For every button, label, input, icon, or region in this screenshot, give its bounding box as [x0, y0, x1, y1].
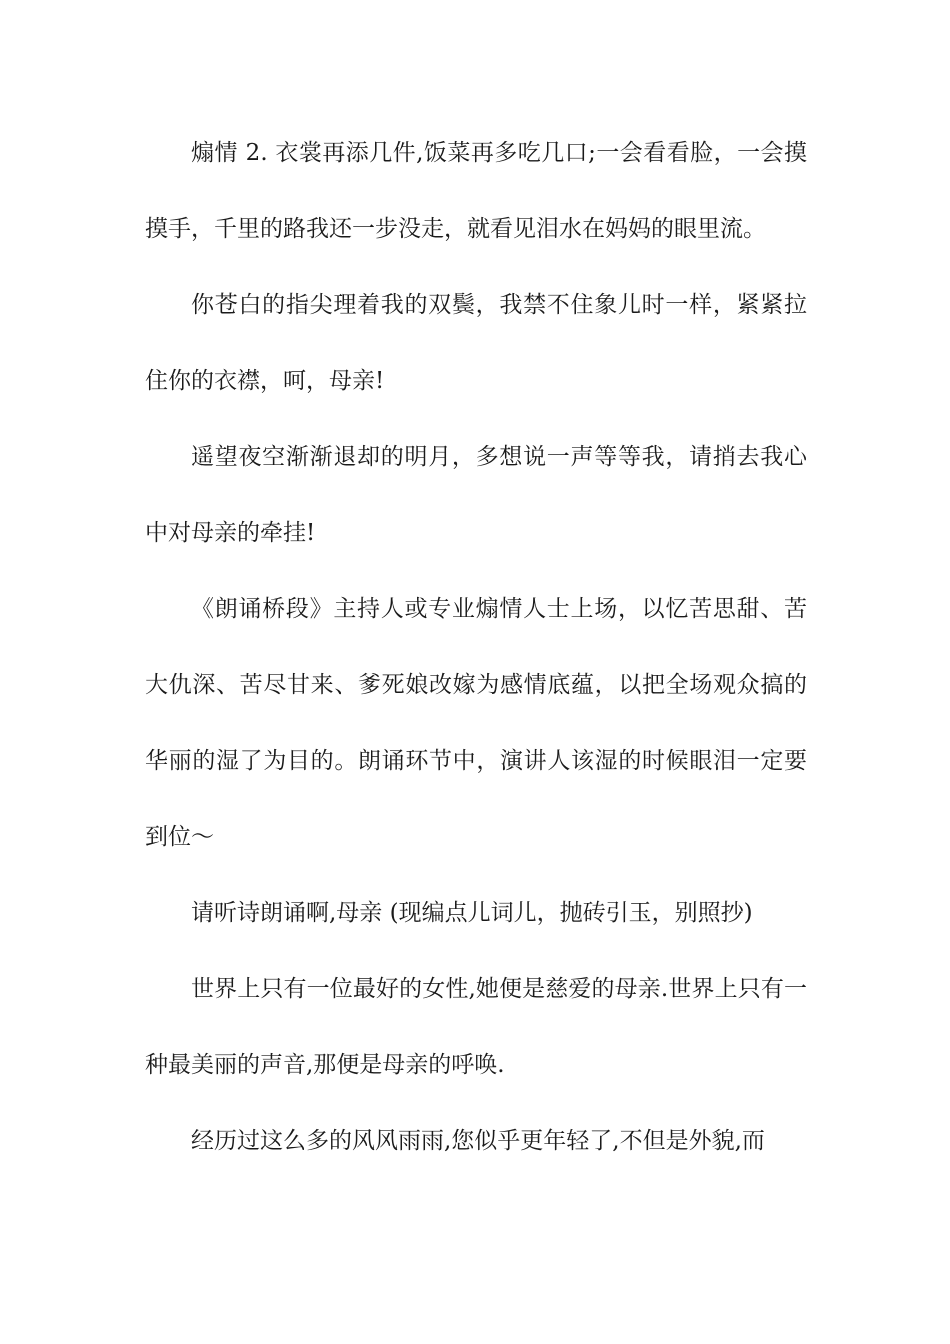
paragraph: 《朗诵桥段》主持人或专业煽情人士上场，以忆苦思甜、苦大仇深、苦尽甘来、爹死娘改嫁为感情底蕴，以把全场观众搞的华丽的湿了为目的。朗诵环节中，演讲人该湿的时候眼泪一定要到位～: [145, 596, 807, 850]
paragraph: 经历过这么多的风风雨雨,您似乎更年轻了,不但是外貌,而: [191, 1128, 765, 1154]
paragraph: 世界上只有一位最好的女性,她便是慈爱的母亲.世界上只有一种最美丽的声音,那便是母亲的呼唤.: [145, 976, 807, 1078]
paragraph: 遥望夜空渐渐退却的明月，多想说一声等等我，请捎去我心中对母亲的牵挂!: [145, 444, 807, 546]
paragraph: 煽情 2. 衣裳再添几件,饭菜再多吃几口;一会看看脸，一会摸摸手，千里的路我还一步没走，就看见泪水在妈妈的眼里流。: [145, 140, 807, 242]
document-body: [145, 115, 807, 1179]
paragraph: 请听诗朗诵啊,母亲 (现编点儿词儿，抛砖引玉，别照抄): [191, 900, 753, 926]
paragraph: 你苍白的指尖理着我的双鬓，我禁不住象儿时一样，紧紧拉住你的衣襟，呵，母亲!: [145, 292, 807, 394]
